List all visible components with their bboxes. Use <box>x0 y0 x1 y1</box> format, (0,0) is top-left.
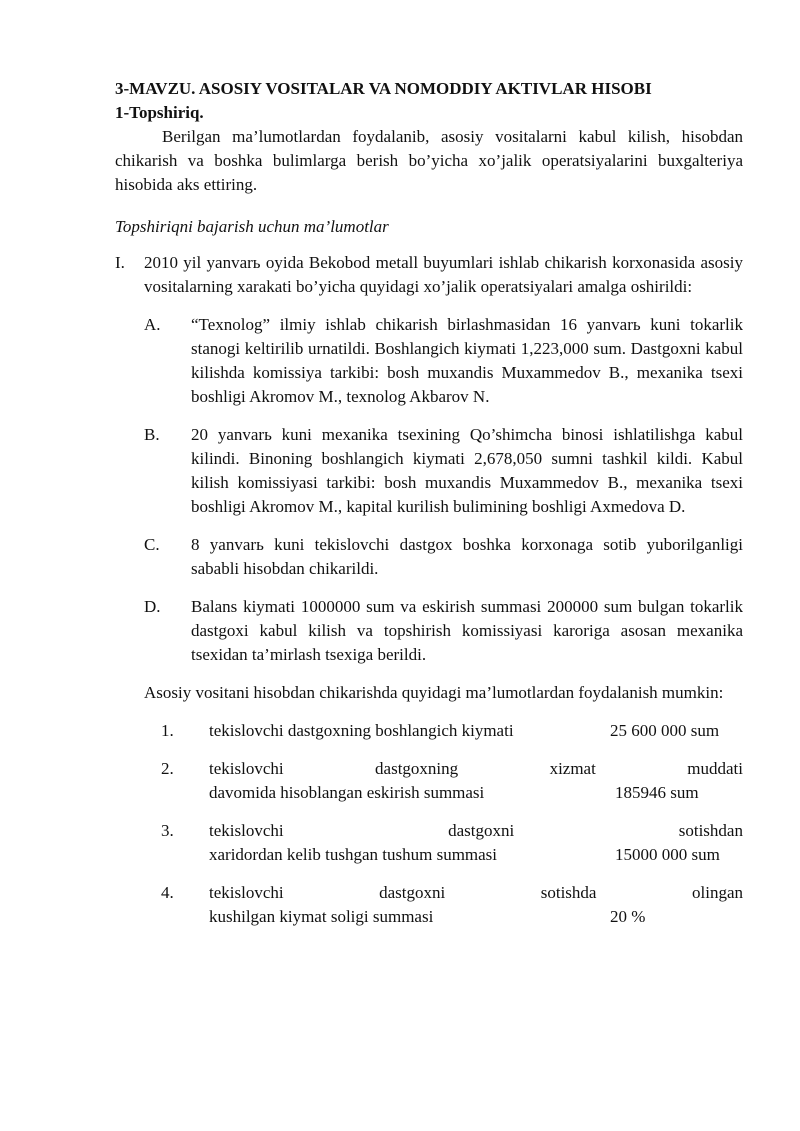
item-text: 8 yanvarь kuni tekislovchi dastgox boshka korxonaga sotib yuborilganligi sababli hisobdan chikarildi. <box>191 535 743 578</box>
item-word: tekislovchi <box>209 883 284 902</box>
item-text: Balans kiymati 1000000 sum va eskirish summasi 200000 sum bulgan tokarlik dastgoxi kabul kilish va topshirish komissiyasi karoriga asosan mexanika tsexidan ta’mirlash tsexiga berildi. <box>191 597 743 664</box>
numbered-item <box>115 757 743 805</box>
item-amount: 185946 sum <box>615 783 699 802</box>
item-line <box>209 719 743 743</box>
item-line <box>209 843 743 867</box>
item-line <box>209 781 743 805</box>
item-word: sotishda <box>540 883 597 902</box>
item-line <box>209 819 743 843</box>
document-page <box>115 77 743 929</box>
numbered-item <box>115 819 743 867</box>
item-letter: B. <box>144 425 160 444</box>
disposal-note: Asosiy vositani hisobdan chikarishda quyidagi ma’lumotlardan foydalanish mumkin: <box>144 683 724 702</box>
operation-item <box>115 423 743 519</box>
item-text: davomida hisoblangan eskirish summasi <box>209 783 485 802</box>
numbered-item <box>115 719 743 743</box>
item-amount: 25 600 000 sum <box>610 721 720 740</box>
item-word: sotishdan <box>678 821 743 840</box>
item-letter: A. <box>144 315 161 334</box>
item-text: “Texnolog” ilmiy ishlab chikarish birlashmasidan 16 yanvarь kuni tokarlik stanogi keltirilib urnatildi. Boshlangich kiymati 1,223,000 sum. Dastgoxni kabul kilishda komissiya tarkibi: bosh muxandis Muxammedov B., mexanika tsexi boshligi Akromov M., texnolog Akbarov N. <box>191 315 743 406</box>
item-letter: C. <box>144 535 160 554</box>
item-word: dastgoxni <box>379 883 446 902</box>
item-text: 20 yanvarь kuni mexanika tsexining Qo’shimcha binosi ishlatilishga kabul kilindi. Binoning boshlangich kiymati 2,678,050 sumni tashkil kildi. Kabul kilish komissiyasi tarkibi: bosh muxandis Muxammedov B., mexanika tsexi boshligi Akromov M., kapital kurilish bulimining boshligi Axmedova D. <box>191 425 743 516</box>
intro-paragraph: Berilgan ma’lumotlardan foydalanib, asosiy vositalarni kabul kilish, hisobdan chikarish va boshka bulimlarga berish bo’yicha xo’jalik operatsiyalarini buxgalteriya hisobida aks ettiring. <box>115 127 743 194</box>
item-amount: 15000 000 sum <box>615 845 720 864</box>
operation-item <box>115 595 743 667</box>
task-heading: 1-Topshiriq. <box>115 103 204 122</box>
document-title: 3-MAVZU. ASOSIY VOSITALAR VA NOMODDIY AKTIVLAR HISOBI <box>115 79 652 98</box>
item-word: xizmat <box>549 759 596 778</box>
item-number: 4. <box>161 883 174 902</box>
data-heading: Topshiriqni bajarish uchun ma’lumotlar <box>115 217 389 236</box>
section-i <box>115 251 743 299</box>
operation-item <box>115 533 743 581</box>
numbered-item <box>115 881 743 929</box>
item-word: olingan <box>692 883 743 902</box>
item-word: tekislovchi <box>209 759 284 778</box>
item-text: xaridordan kelib tushgan tushum summasi <box>209 845 498 864</box>
item-text: kushilgan kiymat soligi summasi <box>209 907 434 926</box>
item-word: tekislovchi <box>209 821 284 840</box>
item-line <box>209 905 743 929</box>
item-word: dastgoxni <box>448 821 515 840</box>
operation-item <box>115 313 743 409</box>
item-number: 3. <box>161 821 174 840</box>
item-number: 2. <box>161 759 174 778</box>
item-number: 1. <box>161 721 174 740</box>
section-number: I. <box>115 253 125 272</box>
item-line <box>209 757 743 781</box>
item-word: dastgoxning <box>375 759 459 778</box>
item-word: muddati <box>687 759 743 778</box>
section-text: 2010 yil yanvarь oyida Bekobod metall buyumlari ishlab chikarish korxonasida asosiy vositalarning xarakati bo’yicha quyidagi xo’jalik operatsiyalari amalga oshirildi: <box>144 253 743 296</box>
item-amount: 20 % <box>610 907 646 926</box>
item-line <box>209 881 743 905</box>
item-letter: D. <box>144 597 161 616</box>
item-text: tekislovchi dastgoxning boshlangich kiymati <box>209 721 514 740</box>
